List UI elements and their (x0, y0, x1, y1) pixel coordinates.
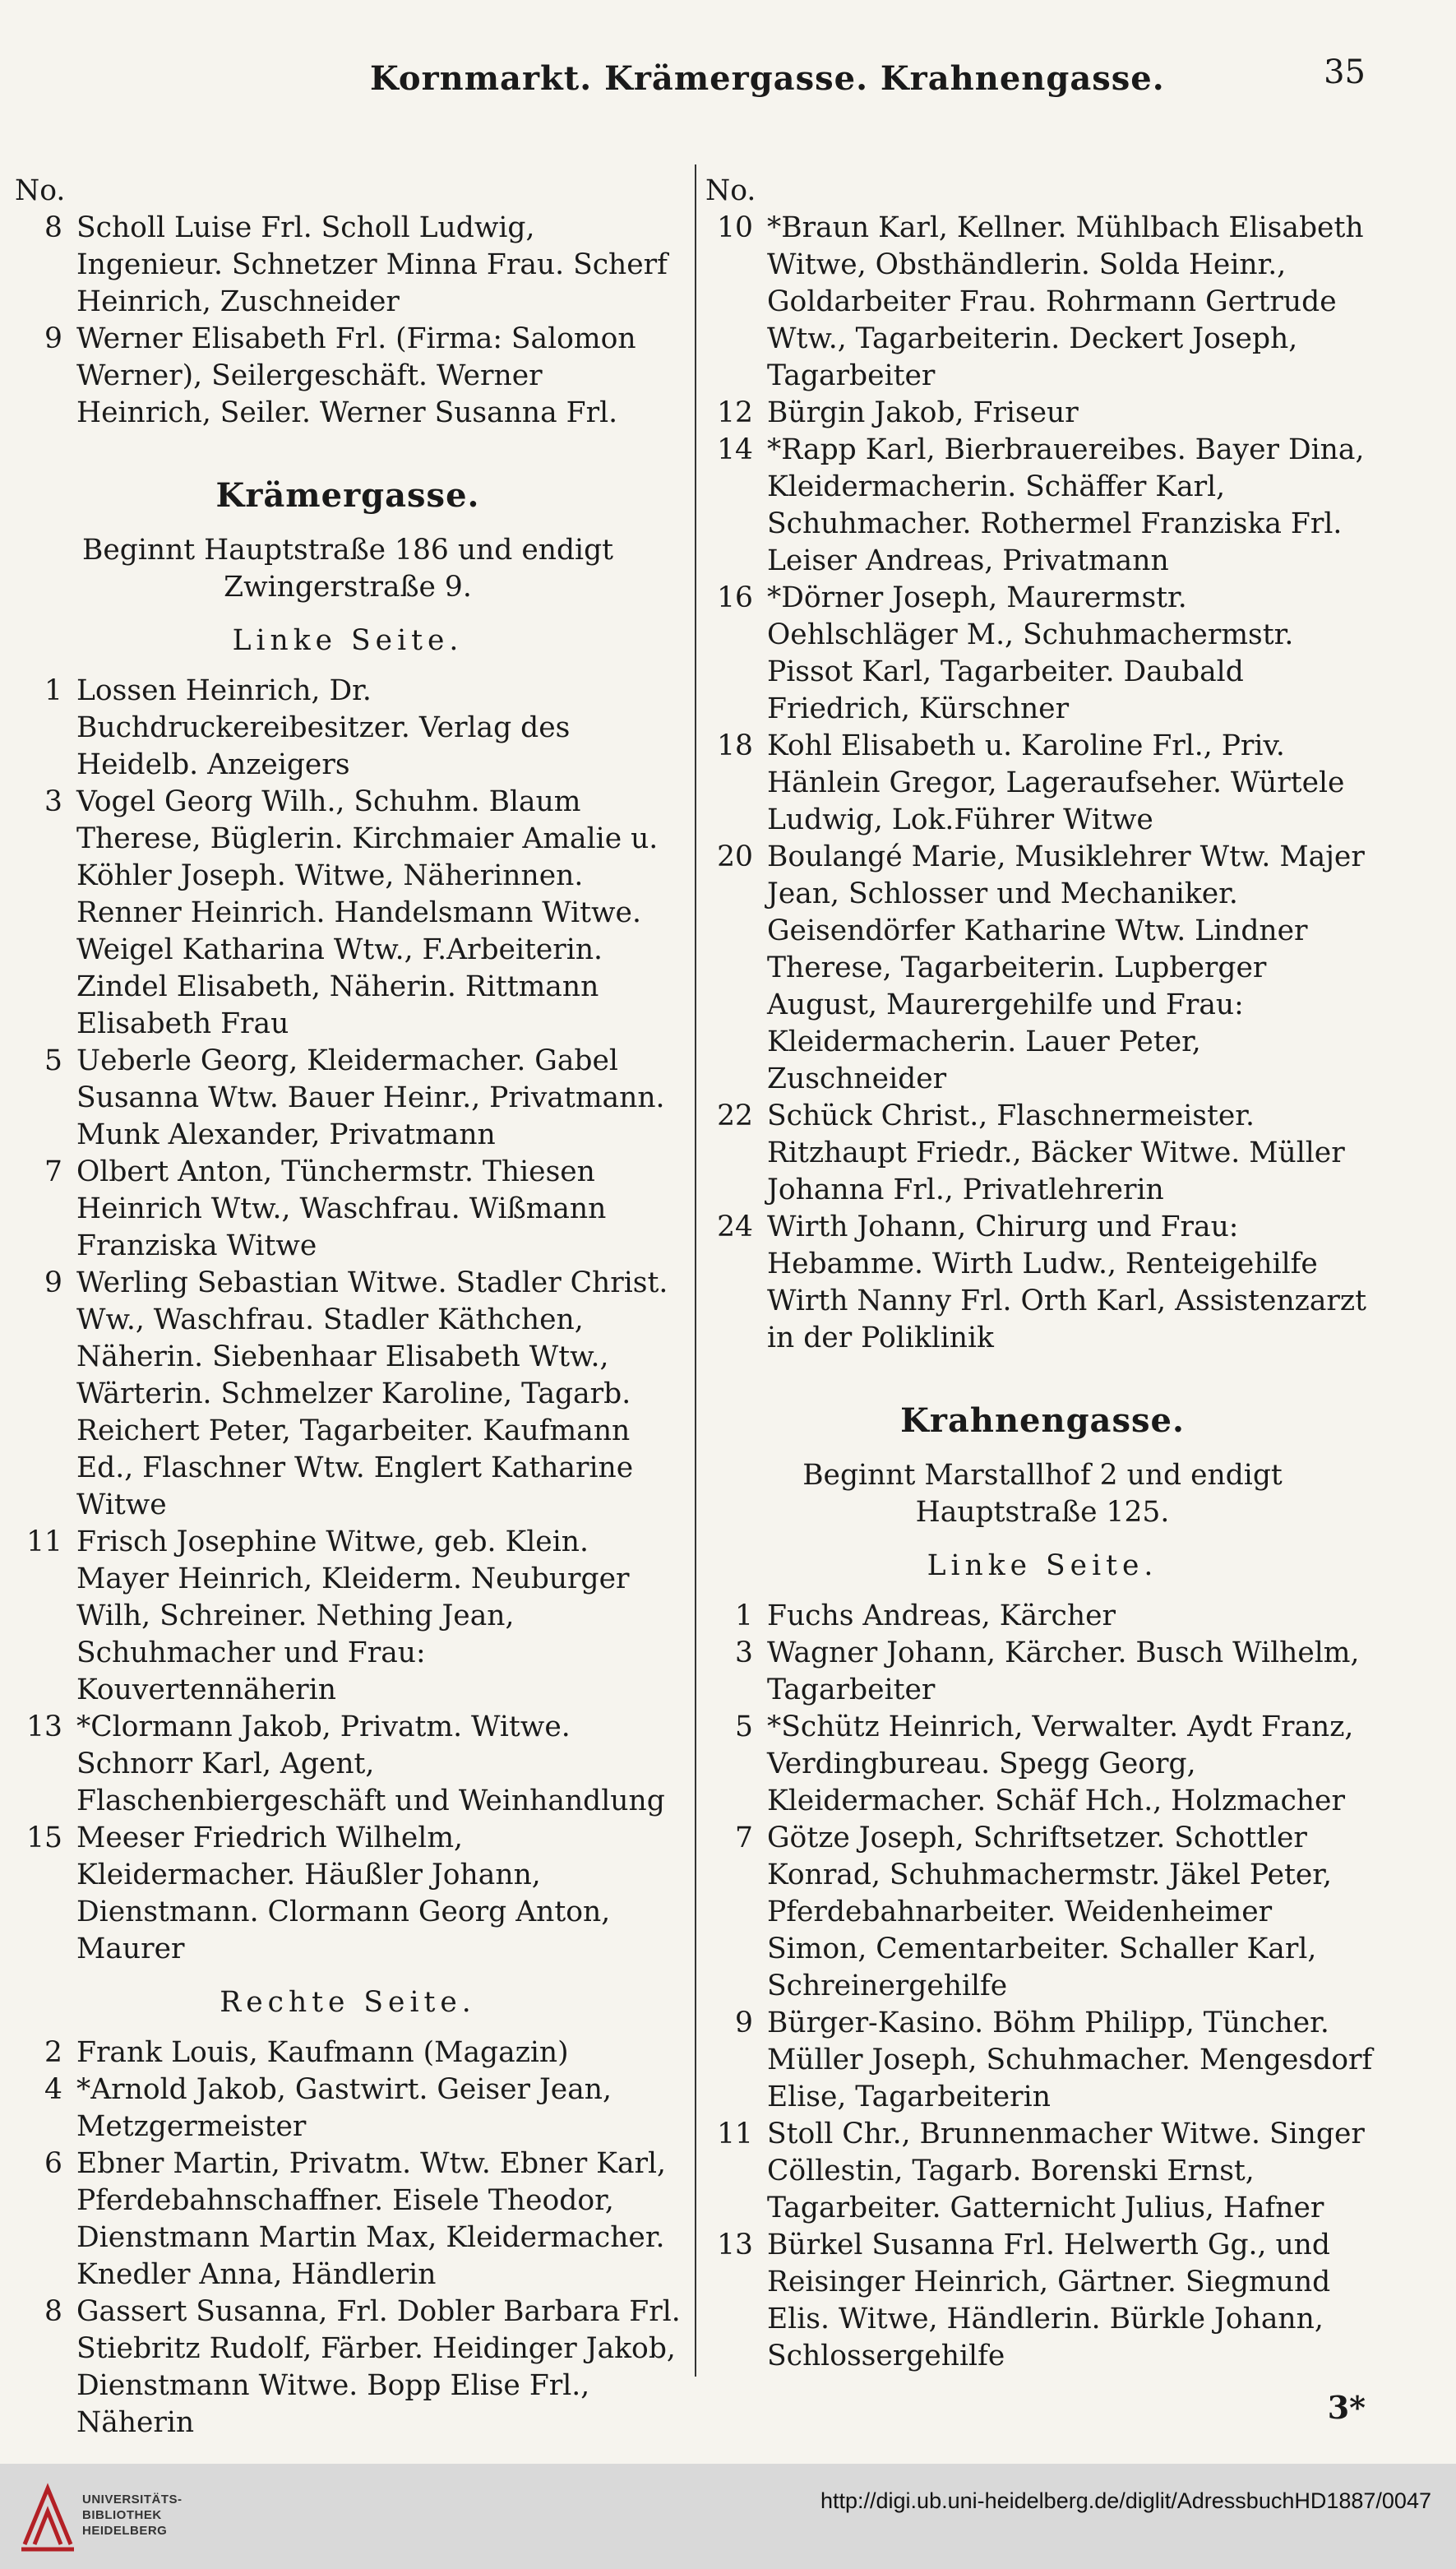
library-logo-icon (18, 2479, 77, 2554)
house-number: 14 (717, 433, 753, 466)
side-heading-left: Linke Seite. (927, 1549, 1158, 1582)
house-number: 13 (717, 2229, 753, 2261)
directory-entry (705, 210, 1380, 395)
library-name (82, 2492, 183, 2539)
resident-list: *Braun Karl, Kellner. Mühlbach Elisabeth Witwe, Obsthändlerin. Solda Heinr., Goldarbeiter Frau. Rohrmann Gertrude Wtw., Tagarbeiterin. Deckert Joseph, Tagarbeiter (767, 211, 1364, 392)
resident-list: Olbert Anton, Tünchermstr. Thiesen Heinrich Wtw., Waschfrau. Wißmann Franziska Witwe (76, 1155, 607, 1262)
directory-entry (15, 1709, 681, 1820)
resident-list: Ueberle Georg, Kleidermacher. Gabel Susanna Wtw. Bauer Heinr., Privatmann. Munk Alexander, Privatmann (76, 1044, 665, 1151)
directory-entry (15, 1820, 681, 1968)
resident-list: Wagner Johann, Kärcher. Busch Wilhelm, Tagarbeiter (767, 1636, 1360, 1706)
directory-entry (705, 395, 1380, 432)
house-number: 6 (44, 2147, 62, 2180)
street-title-kraemergasse: Krämergasse. (215, 476, 480, 515)
right-column (705, 173, 1380, 2375)
number-column-label: No. (15, 174, 66, 207)
house-number: 16 (717, 581, 753, 614)
directory-entry (705, 2005, 1380, 2116)
house-number: 8 (44, 2295, 62, 2328)
house-number: 9 (735, 2007, 753, 2039)
house-number: 1 (735, 1599, 753, 1632)
resident-list: Götze Joseph, Schriftsetzer. Schottler Konrad, Schuhmachermstr. Jäkel Peter, Pferdebahnarbeiter. Weidenheimer Simon, Cementarbeiter. Schaller Karl, Schreinergehilfe (767, 1821, 1332, 2002)
resident-list: Lossen Heinrich, Dr. Buchdruckereibesitzer. Verlag des Heidelb. Anzeigers (76, 674, 571, 781)
directory-entry (15, 2294, 681, 2442)
directory-entry (15, 1265, 681, 1524)
directory-entry (15, 2145, 681, 2294)
resident-list: Kohl Elisabeth u. Karoline Frl., Priv. Hänlein Gregor, Lageraufseher. Würtele Ludwig, Lok.Führer Witwe (767, 729, 1345, 836)
house-number: 15 (26, 1821, 62, 1854)
resident-list: Stoll Chr., Brunnenmacher Witwe. Singer Cöllestin, Tagarb. Borenski Ernst, Tagarbeiter. Gatternicht Julius, Hafner (767, 2118, 1365, 2224)
house-number: 5 (44, 1044, 62, 1077)
entries-kraemergasse-continued (705, 210, 1380, 1357)
resident-list: *Dörner Joseph, Maurermstr. Oehlschläger M., Schuhmachermstr. Pissot Karl, Tagarbeiter. Daubald Friedrich, Kürschner (767, 581, 1294, 725)
directory-entry (705, 1709, 1380, 1820)
column-divider (695, 164, 696, 2377)
resident-list: *Schütz Heinrich, Verwalter. Aydt Franz, Verdingbureau. Spegg Georg, Kleidermacher. Schäf Hch., Holzmacher (767, 1710, 1354, 1817)
directory-entry (705, 2227, 1380, 2375)
directory-entry (705, 1820, 1380, 2005)
house-number: 9 (44, 322, 62, 355)
house-number: 8 (44, 211, 62, 244)
street-title-krahnengasse: Krahnengasse. (900, 1401, 1185, 1440)
resident-list: Scholl Luise Frl. Scholl Ludwig, Ingenieur. Schnetzer Minna Frau. Scherf Heinrich, Zuschneider (76, 211, 668, 318)
house-number: 7 (735, 1821, 753, 1854)
running-title: Kornmarkt. Krämergasse. Krahnengasse. (370, 59, 1165, 98)
source-url-link[interactable]: http://digi.ub.uni-heidelberg.de/diglit/AdressbuchHD1887/0047 (820, 2488, 1431, 2513)
resident-list: Vogel Georg Wilh., Schuhm. Blaum Therese, Büglerin. Kirchmaier Amalie u. Köhler Joseph. Witwe, Näherinnen. Renner Heinrich. Handelsmann Witwe. Weigel Katharina Wtw., F.Arbeiterin. Zindel Elisabeth, Näherin. Rittmann Elisabeth Frau (76, 785, 659, 1040)
house-number: 3 (44, 785, 62, 818)
directory-entry (705, 1598, 1380, 1635)
directory-entry (705, 728, 1380, 839)
resident-list: Boulangé Marie, Musiklehrer Wtw. Majer Jean, Schlosser und Mechaniker. Geisendörfer Katharine Wtw. Lindner Therese, Tagarbeiterin. Lupberger August, Maurergehilfe und Frau: Kleidermacherin. Lauer Peter, Zuschneider (767, 840, 1365, 1095)
resident-list: Bürgin Jakob, Friseur (767, 396, 1079, 429)
signature-mark: 3* (1327, 2389, 1366, 2426)
library-name-line: BIBLIOTHEK (82, 2508, 162, 2522)
house-number: 20 (717, 840, 753, 873)
directory-entry (15, 1043, 681, 1154)
resident-list: Meeser Friedrich Wilhelm, Kleidermacher. Häußler Johann, Dienstmann. Clormann Georg Anton, Maurer (76, 1821, 611, 1965)
resident-list: Ebner Martin, Privatm. Wtw. Ebner Karl, Pferdebahnschaffner. Eisele Theodor, Dienstmann Martin Max, Kleidermacher. Knedler Anna, Händlerin (76, 2147, 667, 2291)
page-number: 35 (1324, 53, 1366, 91)
entries-left-side (705, 1598, 1380, 2375)
street-intro: Beginnt Marstallhof 2 und endigt Hauptstraße 125. (802, 1459, 1283, 1529)
house-number: 1 (44, 674, 62, 707)
resident-list: Fuchs Andreas, Kärcher (767, 1599, 1116, 1632)
directory-entry (15, 210, 681, 321)
directory-entry (705, 1098, 1380, 1209)
footer-bar (0, 2464, 1456, 2569)
house-number: 11 (717, 2118, 753, 2150)
directory-entry (705, 1209, 1380, 1357)
house-number: 10 (717, 211, 753, 244)
directory-entry (15, 2034, 681, 2071)
resident-list: *Clormann Jakob, Privatm. Witwe. Schnorr Karl, Agent, Flaschenbiergeschäft und Weinhandlung (76, 1710, 665, 1817)
library-name-line: HEIDELBERG (82, 2524, 168, 2538)
house-number: 22 (717, 1099, 753, 1132)
house-number: 13 (26, 1710, 62, 1743)
directory-entry (15, 784, 681, 1043)
house-number: 3 (735, 1636, 753, 1669)
directory-entry (705, 2116, 1380, 2227)
directory-entry (705, 580, 1380, 728)
logo-shape (21, 2488, 74, 2549)
resident-list: *Rapp Karl, Bierbrauereibes. Bayer Dina, Kleidermacherin. Schäffer Karl, Schuhmacher. Rothermel Franziska Frl. Leiser Andreas, Privatmann (767, 433, 1365, 577)
resident-list: Gassert Susanna, Frl. Dobler Barbara Frl. Stiebritz Rudolf, Färber. Heidinger Jakob, Dienstmann Witwe. Bopp Elise Frl., Näherin (76, 2295, 681, 2439)
resident-list: Frisch Josephine Witwe, geb. Klein. Mayer Heinrich, Kleiderm. Neuburger Wilh, Schreiner. Nething Jean, Schuhmacher und Frau: Kouvertennäherin (76, 1525, 630, 1706)
directory-entry (705, 432, 1380, 580)
directory-entry (15, 2071, 681, 2145)
page-header (0, 49, 1456, 115)
directory-entry (15, 1154, 681, 1265)
resident-list: Schück Christ., Flaschnermeister. Ritzhaupt Friedr., Bäcker Witwe. Müller Johanna Frl., Privatlehrerin (767, 1099, 1345, 1206)
house-number: 9 (44, 1266, 62, 1299)
house-number: 2 (44, 2036, 62, 2069)
entries-kornmarkt (15, 210, 681, 432)
side-heading-left: Linke Seite. (232, 624, 464, 657)
house-number: 18 (717, 729, 753, 762)
house-number: 12 (717, 396, 753, 429)
entries-right-side (15, 2034, 681, 2442)
street-intro: Beginnt Hauptstraße 186 und endigt Zwingerstraße 9. (81, 534, 614, 604)
house-number: 4 (44, 2073, 62, 2106)
resident-list: *Arnold Jakob, Gastwirt. Geiser Jean, Metzgermeister (76, 2073, 612, 2143)
directory-entry (15, 673, 681, 784)
house-number: 7 (44, 1155, 62, 1188)
directory-entry (705, 1635, 1380, 1709)
resident-list: Wirth Johann, Chirurg und Frau: Hebamme. Wirth Ludw., Renteigehilfe Wirth Nanny Frl. Orth Karl, Assistenzarzt in der Poliklinik (767, 1210, 1366, 1354)
house-number: 24 (717, 1210, 753, 1243)
resident-list: Bürger-Kasino. Böhm Philipp, Tüncher. Müller Joseph, Schuhmacher. Mengesdorf Elise, Tagarbeiterin (767, 2007, 1373, 2113)
directory-entry (705, 839, 1380, 1098)
directory-entry (15, 1524, 681, 1709)
library-name-line: UNIVERSITÄTS- (82, 2493, 183, 2507)
entries-left-side (15, 673, 681, 1968)
number-column-label: No. (705, 174, 756, 207)
house-number: 11 (26, 1525, 62, 1558)
resident-list: Frank Louis, Kaufmann (Magazin) (76, 2036, 569, 2069)
directory-entry (15, 321, 681, 432)
left-column (15, 173, 681, 2442)
resident-list: Werling Sebastian Witwe. Stadler Christ. Ww., Waschfrau. Stadler Käthchen, Näherin. Siebenhaar Elisabeth Wtw., Wärterin. Schmelzer Karoline, Tagarb. Reichert Peter, Tagarbeiter. Kaufmann Ed., Flaschner Wtw. Englert Katharine Witwe (76, 1266, 668, 1521)
resident-list: Werner Elisabeth Frl. (Firma: Salomon Werner), Seilergeschäft. Werner Heinrich, Seiler. Werner Susanna Frl. (76, 322, 636, 429)
house-number: 5 (735, 1710, 753, 1743)
resident-list: Bürkel Susanna Frl. Helwerth Gg., und Reisinger Heinrich, Gärtner. Siegmund Elis. Witwe, Händlerin. Bürkle Johann, Schlossergehilfe (767, 2229, 1331, 2372)
side-heading-right: Rechte Seite. (220, 1986, 476, 2019)
